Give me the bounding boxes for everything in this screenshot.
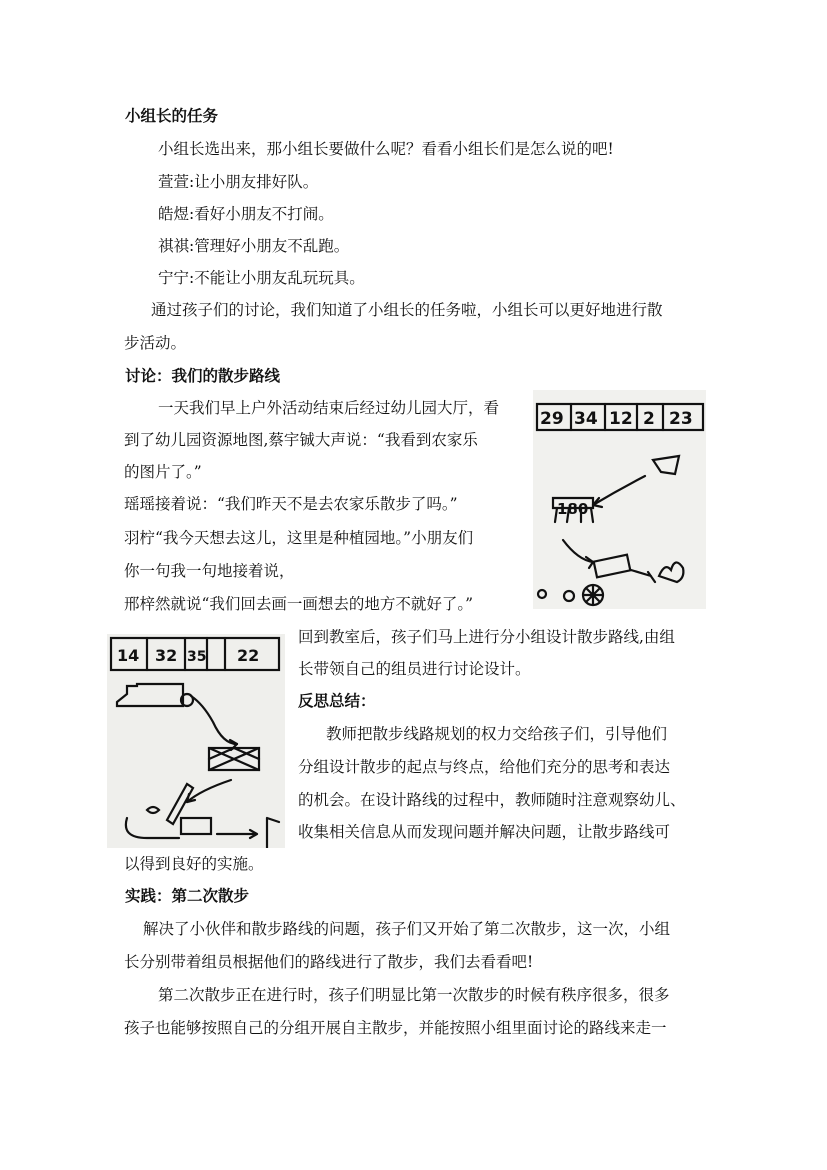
paragraph-line: 孩子也能够按照自己的分组开展自主散步，并能按照小组里面讨论的路线来走一 xyxy=(124,1019,667,1037)
paragraph-line: 解决了小伙伴和散步路线的问题，孩子们又开始了第二次散步，这一次，小组 xyxy=(143,920,671,938)
route-drawing-photo-2 xyxy=(107,634,285,848)
route-drawing-photo-1 xyxy=(533,390,706,609)
heading-leader-task: 小组长的任务 xyxy=(125,107,219,125)
paragraph-line: 收集相关信息从而发现问题并解决问题，让散步路线可 xyxy=(298,823,671,841)
paragraph: 通过孩子们的讨论，我们知道了小组长的任务啦，小组长可以更好地进行散 xyxy=(151,301,663,319)
drawing-number: 22 xyxy=(237,646,260,665)
route-drawing-1 xyxy=(533,390,706,609)
heading-route-discussion: 讨论：我们的散步路线 xyxy=(125,367,281,385)
paragraph-line: 长分别带着组员根据他们的路线进行了散步，我们去看看吧! xyxy=(124,953,534,971)
paragraph-line: 的机会。在设计路线的过程中，教师随时注意观察幼儿、 xyxy=(298,791,686,809)
paragraph-line: 你一句我一句地接着说， xyxy=(124,562,295,580)
quote-line: 皓煜:看好小朋友不打闹。 xyxy=(158,205,334,223)
drawing-number: 23 xyxy=(669,409,693,429)
paragraph-line: 邢梓然就说“我们回去画一画想去的地方不就好了。” xyxy=(124,595,474,613)
heading-practice: 实践：第二次散步 xyxy=(125,887,250,905)
quote-line: 萱萱:让小朋友排好队。 xyxy=(158,173,319,191)
drawing-number: 2 xyxy=(643,409,655,429)
paragraph-line: 到了幼儿园资源地图,蔡宇铖大声说：“我看到农家乐 xyxy=(124,431,478,449)
drawing-number: 35 xyxy=(187,649,207,665)
drawing-number: 29 xyxy=(540,409,564,429)
drawing-number: 14 xyxy=(117,646,140,665)
paragraph-line: 瑶瑶接着说：“我们昨天不是去农家乐散步了吗。” xyxy=(124,495,458,513)
paragraph-line: 的图片了。” xyxy=(124,463,202,481)
drawing-number: 34 xyxy=(574,409,598,429)
drawing-number: 12 xyxy=(609,409,633,429)
paragraph-line: 长带领自己的组员进行讨论设计。 xyxy=(298,660,531,678)
paragraph-line: 分组设计散步的起点与终点，给他们充分的思考和表达 xyxy=(298,758,671,776)
paragraph-line: 第二次散步正在进行时，孩子们明显比第一次散步的时候有秩序很多，很多 xyxy=(158,986,670,1004)
paragraph-line: 回到教室后，孩子们马上进行分小组设计散步路线,由组 xyxy=(298,628,675,646)
paragraph: 步活动。 xyxy=(124,334,187,352)
paragraph-line: 羽柠“我今天想去这儿，这里是种植园地。”小朋友们 xyxy=(124,529,474,547)
route-drawing-2 xyxy=(107,634,285,848)
drawing-number: 32 xyxy=(155,646,178,665)
paragraph-line: 教师把散步线路规划的权力交给孩子们，引导他们 xyxy=(326,725,668,743)
paragraph-line: 一天我们早上户外活动结束后经过幼儿园大厅，看 xyxy=(158,399,500,417)
paragraph-line: 以得到良好的实施。 xyxy=(124,855,264,873)
heading-reflection: 反思总结： xyxy=(298,692,376,710)
paragraph: 小组长选出来，那小组长要做什么呢？看看小组长们是怎么说的吧! xyxy=(158,140,614,158)
drawing-label: 180 xyxy=(557,500,589,518)
quote-line: 祺祺:管理好小朋友不乱跑。 xyxy=(158,237,350,255)
quote-line: 宁宁:不能让小朋友乱玩玩具。 xyxy=(158,269,365,287)
